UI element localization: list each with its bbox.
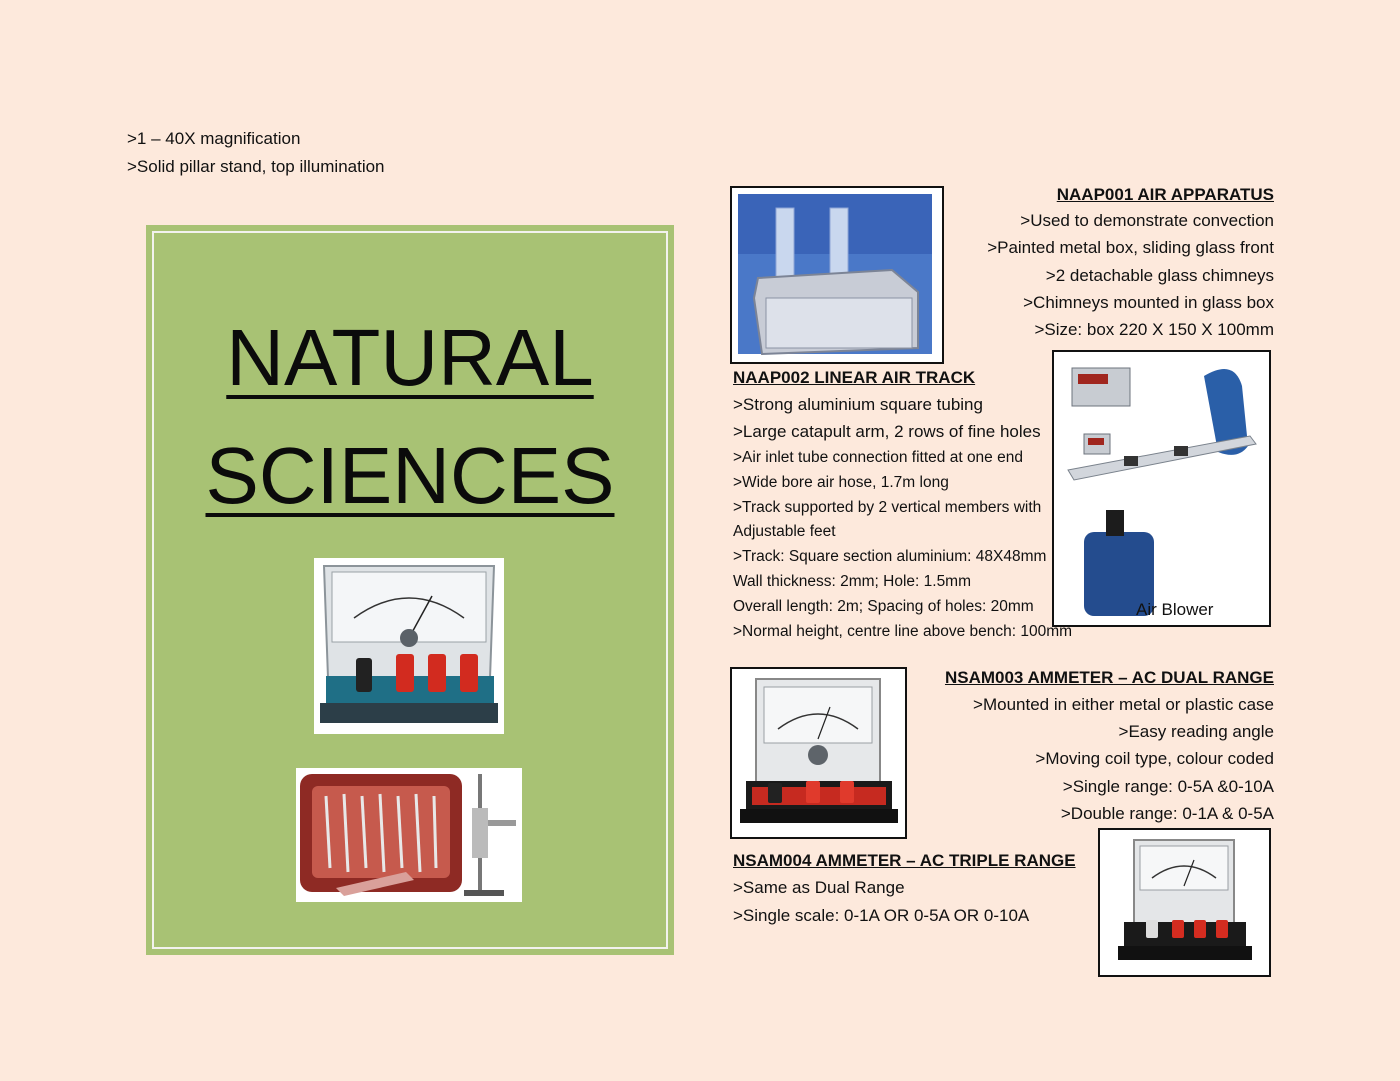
naap002-line: >Wide bore air hose, 1.7m long: [733, 474, 949, 491]
nsam003-line: >Moving coil type, colour coded: [1035, 749, 1274, 768]
naap001-line: >Painted metal box, sliding glass front: [987, 238, 1274, 257]
nsam003-line: >Double range: 0-1A & 0-5A: [1060, 804, 1274, 823]
naap001-heading: NAAP001 AIR APPARATUS: [1056, 185, 1274, 204]
ammeter-dual-image: [732, 669, 905, 837]
nsam003-heading: NSAM003 AMMETER – AC DUAL RANGE: [944, 668, 1274, 687]
air-track-image: [1054, 352, 1269, 625]
naap002-line: >Strong aluminium square tubing: [733, 395, 983, 414]
naap002-line: >Normal height, centre line above bench: 100mm: [733, 623, 1073, 640]
nsam004-image-frame: [1098, 828, 1271, 977]
cover-title-sciences: SCIENCES: [205, 431, 615, 520]
naap001-line: >Used to demonstrate convection: [1020, 211, 1274, 230]
naap001-line: >Chimneys mounted in glass box: [1023, 293, 1274, 312]
nsam003-line: >Easy reading angle: [1118, 722, 1274, 741]
note-magnification: >1 – 40X magnification: [127, 129, 301, 148]
nsam004-heading: NSAM004 AMMETER – AC TRIPLE RANGE: [733, 851, 1076, 870]
naap002-line: >Large catapult arm, 2 rows of fine holes: [733, 422, 1041, 441]
air-apparatus-image: [732, 188, 942, 362]
naap002-line: >Track supported by 2 vertical members with: [733, 499, 1042, 516]
air-blower-caption: Air Blower: [1136, 600, 1214, 619]
naap002-line: >Air inlet tube connection fitted at one end: [733, 449, 1023, 466]
cover-dissection-kit-image: [296, 768, 522, 902]
naap001-line: >Size: box 220 X 150 X 100mm: [1034, 320, 1274, 339]
naap001-image-frame: [730, 186, 944, 364]
naap002-heading: NAAP002 LINEAR AIR TRACK: [733, 368, 976, 387]
naap002-line: Overall length: 2m; Spacing of holes: 20mm: [733, 598, 1034, 615]
cover-panel: [146, 225, 674, 955]
nsam004-line: >Same as Dual Range: [733, 878, 905, 897]
naap002-line: >Track: Square section aluminium: 48X48mm: [733, 548, 1047, 565]
nsam003-image-frame: [730, 667, 907, 839]
naap002-line: Adjustable feet: [733, 523, 836, 540]
nsam003-line: >Single range: 0-5A &0-10A: [1062, 777, 1274, 796]
nsam003-line: >Mounted in either metal or plastic case: [973, 695, 1274, 714]
cover-ammeter-image: [314, 558, 504, 734]
note-pillar-stand: >Solid pillar stand, top illumination: [127, 157, 385, 176]
ammeter-triple-image: [1100, 830, 1269, 975]
naap001-line: >2 detachable glass chimneys: [1045, 266, 1274, 285]
naap002-line: Wall thickness: 2mm; Hole: 1.5mm: [733, 573, 972, 590]
cover-title-natural: NATURAL: [226, 313, 594, 402]
naap002-image-frame: [1052, 350, 1271, 627]
nsam004-line: >Single scale: 0-1A OR 0-5A OR 0-10A: [733, 906, 1030, 925]
